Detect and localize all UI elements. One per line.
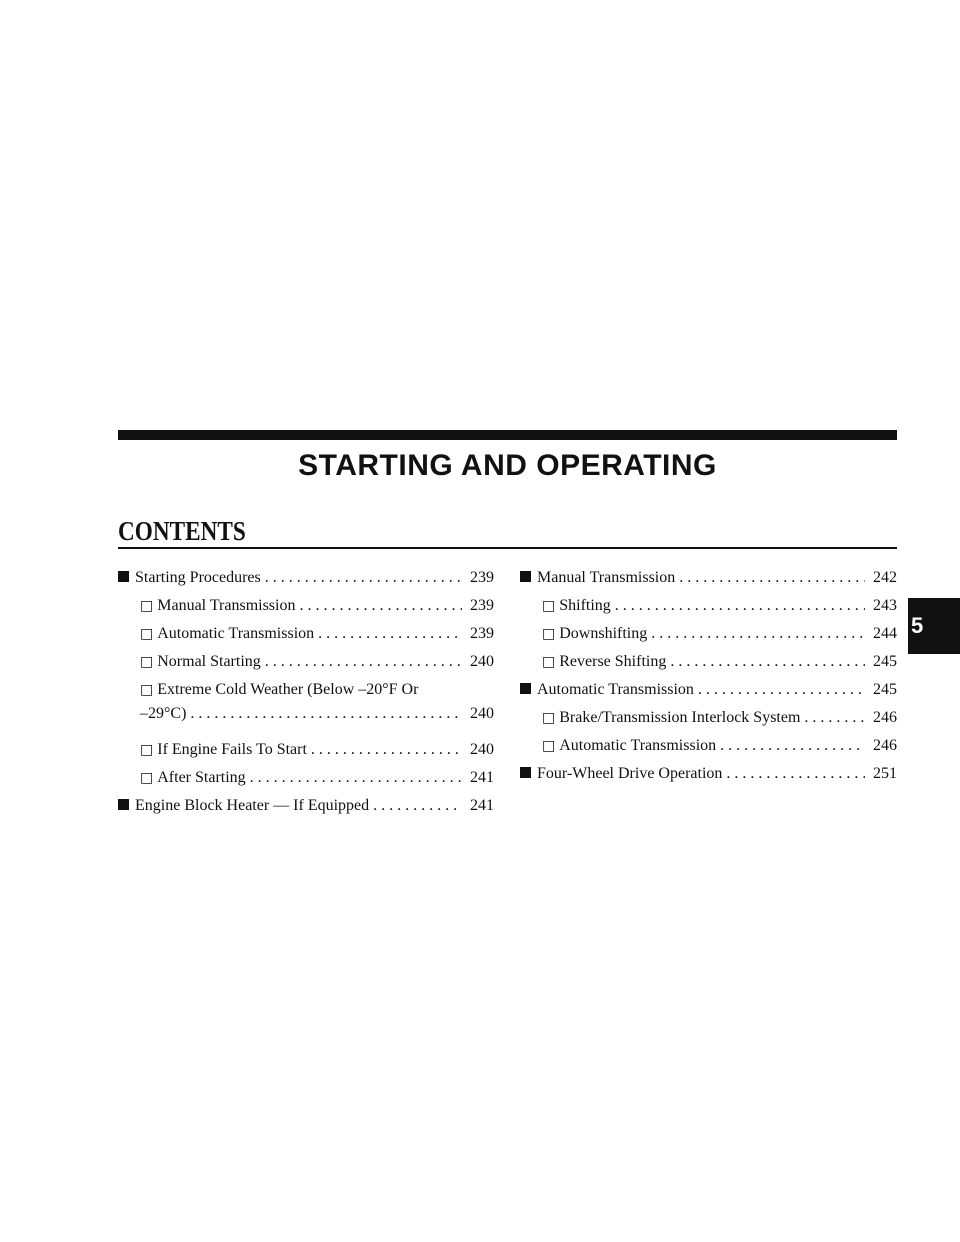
- toc-entry-label: Reverse Shifting: [559, 653, 667, 670]
- hollow-square-icon: □: [542, 654, 556, 670]
- filled-square-icon: [520, 683, 531, 694]
- toc-entry[interactable]: [520, 652, 897, 680]
- toc-entry[interactable]: [520, 708, 897, 736]
- toc-entry-line: [140, 680, 494, 700]
- hollow-square-icon: □: [542, 738, 556, 754]
- dot-leader: [615, 596, 865, 616]
- toc-entry[interactable]: [118, 596, 494, 624]
- toc-entry-label-continued: –29°C): [140, 705, 187, 722]
- hollow-square-icon: □: [140, 626, 154, 642]
- chapter-tab-number: 5: [911, 613, 924, 638]
- dot-leader: [804, 708, 865, 728]
- toc-page-number: 241: [470, 797, 494, 814]
- toc-entry-label: Automatic Transmission: [537, 681, 694, 698]
- toc-entry[interactable]: [118, 652, 494, 680]
- dot-leader: [250, 768, 462, 788]
- toc-entry[interactable]: [520, 680, 897, 708]
- toc-entry-label: Starting Procedures: [135, 569, 261, 586]
- toc-page-number: 246: [873, 709, 897, 726]
- toc-entry[interactable]: [520, 596, 897, 624]
- toc-entry-label: Normal Starting: [157, 653, 261, 670]
- toc-page-number: 245: [873, 653, 897, 670]
- toc-entry-label: Engine Block Heater — If Equipped: [135, 797, 370, 814]
- dot-leader: [670, 652, 865, 672]
- toc-page-number: 240: [470, 705, 494, 722]
- filled-square-icon: [520, 767, 531, 778]
- toc-entry[interactable]: [520, 736, 897, 764]
- toc-entry[interactable]: [118, 680, 494, 732]
- toc-page-number: 243: [873, 597, 897, 614]
- toc-entry-label: Extreme Cold Weather (Below –20°F Or: [157, 681, 419, 698]
- chapter-title: STARTING AND OPERATING: [298, 449, 717, 482]
- dot-leader: [679, 568, 865, 588]
- toc-entry[interactable]: [520, 764, 897, 792]
- contents-heading: CONTENTS: [118, 516, 246, 546]
- dot-leader: [698, 680, 865, 700]
- toc-entry-label: Downshifting: [559, 625, 648, 642]
- toc-entry[interactable]: [118, 796, 494, 824]
- toc-page-number: 239: [470, 597, 494, 614]
- toc-page-number: 240: [470, 741, 494, 758]
- toc-entry[interactable]: [520, 624, 897, 652]
- toc-page-number: 251: [873, 765, 897, 782]
- toc-entry-label: Manual Transmission: [157, 597, 296, 614]
- toc-page-number: 244: [873, 625, 897, 642]
- hollow-square-icon: □: [542, 626, 556, 642]
- dot-leader: [373, 796, 462, 816]
- filled-square-icon: [118, 799, 129, 810]
- toc-entry-label: Automatic Transmission: [157, 625, 315, 642]
- toc-page-number: 245: [873, 681, 897, 698]
- toc-entry-label: Manual Transmission: [537, 569, 676, 586]
- hollow-square-icon: □: [140, 598, 154, 614]
- toc-entry[interactable]: [118, 624, 494, 652]
- dot-leader: [265, 652, 462, 672]
- toc-right-column: [520, 568, 897, 792]
- dot-leader: [299, 596, 462, 616]
- hollow-square-icon: □: [140, 682, 154, 698]
- toc-entry[interactable]: [118, 740, 494, 768]
- toc-entry[interactable]: [520, 568, 897, 596]
- toc-entry-label: After Starting: [157, 769, 246, 786]
- toc-entry-label: If Engine Fails To Start: [157, 741, 307, 758]
- dot-leader: [720, 736, 865, 756]
- contents-rule: [118, 547, 897, 549]
- hollow-square-icon: □: [140, 770, 154, 786]
- toc-entry[interactable]: [118, 768, 494, 796]
- filled-square-icon: [118, 571, 129, 582]
- toc-page-number: 239: [470, 625, 494, 642]
- dot-leader: [265, 568, 462, 588]
- toc-entry[interactable]: [118, 568, 494, 596]
- chapter-top-rule: [118, 430, 897, 440]
- dot-leader: [651, 624, 865, 644]
- dot-leader: [190, 704, 462, 724]
- chapter-tab[interactable]: [908, 598, 960, 654]
- dot-leader: [318, 624, 462, 644]
- dot-leader: [311, 740, 462, 760]
- toc-page-number: 242: [873, 569, 897, 586]
- hollow-square-icon: □: [542, 598, 556, 614]
- toc-page-number: 246: [873, 737, 897, 754]
- toc-left-column: [118, 568, 494, 824]
- toc-entry-line: [140, 704, 494, 732]
- toc-page-number: 239: [470, 569, 494, 586]
- hollow-square-icon: □: [140, 654, 154, 670]
- hollow-square-icon: □: [140, 742, 154, 758]
- toc-entry-label: Shifting: [559, 597, 611, 614]
- toc-entry-label: Four-Wheel Drive Operation: [537, 765, 723, 782]
- hollow-square-icon: □: [542, 710, 556, 726]
- toc-page-number: 241: [470, 769, 494, 786]
- toc-entry-label: Automatic Transmission: [559, 737, 717, 754]
- toc-page-number: 240: [470, 653, 494, 670]
- filled-square-icon: [520, 571, 531, 582]
- dot-leader: [726, 764, 865, 784]
- toc-entry-label: Brake/Transmission Interlock System: [559, 709, 801, 726]
